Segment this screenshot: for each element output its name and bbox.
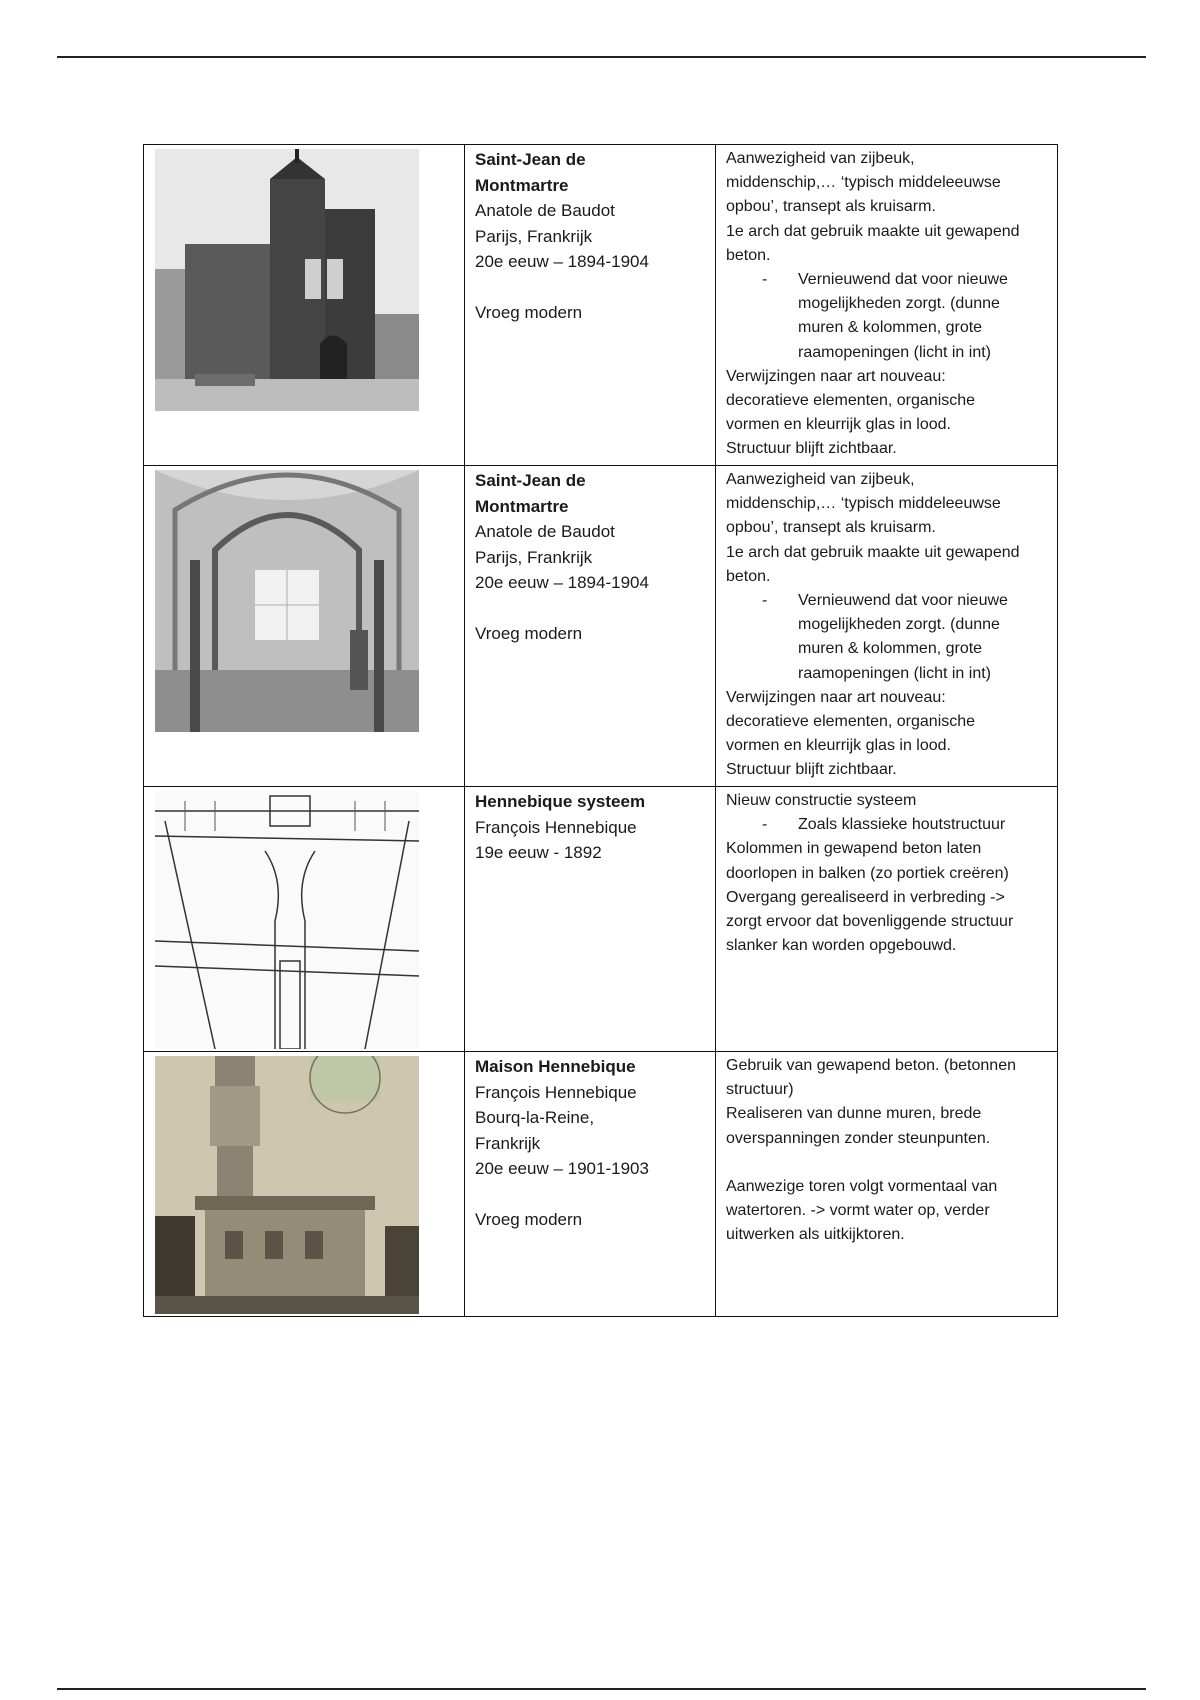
style: Vroeg modern [475, 624, 583, 643]
building-title-2: Montmartre [475, 175, 569, 195]
meta-cell [465, 145, 716, 466]
desc-line: doorlopen in balken (zo portiek creëren) [726, 864, 1009, 882]
description-cell [716, 787, 1058, 1052]
bullet-line: raamopeningen (licht in int) [798, 343, 991, 361]
bullet-line: mogelijkheden zorgt. (dunne [798, 616, 1000, 634]
desc-line: Aanwezigheid van zijbeuk, [726, 150, 915, 167]
description-cell [716, 466, 1058, 787]
building-title: Saint-Jean de [475, 150, 586, 169]
architect: François Hennebique [475, 817, 637, 837]
desc-line: Structuur blijft zichtbaar. [726, 761, 897, 779]
period: 20e eeuw – 1894-1904 [475, 573, 649, 592]
bullet-item: - Vernieuwend dat voor nieuwe [762, 592, 1008, 610]
architect: Anatole de Baudot [475, 201, 615, 220]
desc-line: Overgang gerealiseerd in verbreding -> [726, 888, 1005, 906]
desc-line: Gebruik van gewapend beton. (betonnen [726, 1057, 1016, 1074]
desc-line: middenschip,… ‘typisch middeleeuwse [726, 495, 1001, 513]
desc-line: zorgt ervoor dat bovenliggende structuur [726, 913, 1014, 931]
location: Parijs, Frankrijk [475, 547, 593, 567]
desc-line: Aanwezige toren volgt vormentaal van [726, 1177, 998, 1195]
header-rule [57, 56, 1146, 58]
description-cell [716, 145, 1058, 466]
meta-cell [465, 787, 716, 1052]
desc-line: overspanningen zonder steunpunten. [726, 1129, 991, 1147]
building-title: Saint-Jean de [475, 471, 586, 490]
style: Vroeg modern [475, 303, 583, 322]
building-title-2: Montmartre [475, 496, 569, 516]
spacer [726, 1151, 1049, 1175]
style: Vroeg modern [475, 1210, 583, 1229]
meta-cell [465, 1052, 716, 1317]
desc-line: beton. [726, 567, 771, 585]
bullet-item: - Vernieuwend dat voor nieuwe [762, 271, 1008, 289]
bullet-item: - Zoals klassieke houtstructuur [762, 816, 1006, 834]
desc-line: Aanwezigheid van zijbeuk, [726, 471, 915, 488]
location-2: Frankrijk [475, 1133, 541, 1153]
table-row [144, 787, 1058, 1052]
building-title: Hennebique systeem [475, 792, 646, 811]
image-cell [144, 787, 465, 1052]
desc-line: vormen en kleurrijk glas in lood. [726, 737, 951, 755]
desc-line: beton. [726, 246, 771, 264]
architect: Anatole de Baudot [475, 522, 615, 541]
period: 20e eeuw – 1901-1903 [475, 1159, 649, 1178]
desc-line: Structuur blijft zichtbaar. [726, 440, 897, 458]
desc-line: vormen en kleurrijk glas in lood. [726, 416, 951, 434]
architect: François Hennebique [475, 1082, 637, 1102]
footer-rule [57, 1688, 1146, 1690]
period: 19e eeuw - 1892 [475, 843, 602, 862]
desc-line: decoratieve elementen, organische [726, 392, 976, 410]
meta-cell [465, 466, 716, 787]
period: 20e eeuw – 1894-1904 [475, 252, 649, 271]
image-cell [144, 145, 465, 466]
desc-line: opbou’, transept als kruisarm. [726, 519, 936, 537]
building-title: Maison Hennebique [475, 1057, 636, 1076]
bullet-line: muren & kolommen, grote [798, 319, 983, 337]
desc-line: slanker kan worden opgebouwd. [726, 937, 957, 955]
hennebique-system-drawing [155, 791, 419, 1049]
table-row [144, 1052, 1058, 1317]
desc-line: structuur) [726, 1081, 794, 1099]
desc-line: decoratieve elementen, organische [726, 713, 976, 731]
bullet-line: mogelijkheden zorgt. (dunne [798, 295, 1000, 313]
desc-line: Verwijzingen naar art nouveau: [726, 688, 946, 706]
image-cell [144, 466, 465, 787]
desc-line: Realiseren van dunne muren, brede [726, 1105, 982, 1123]
desc-line: Verwijzingen naar art nouveau: [726, 367, 946, 385]
church-interior-photo [155, 470, 419, 732]
location: Bourq-la-Reine, [475, 1108, 595, 1127]
desc-line: Kolommen in gewapend beton laten [726, 840, 982, 858]
desc-line: watertoren. -> vormt water op, verder [726, 1202, 990, 1220]
table-row [144, 466, 1058, 787]
bullet-line: raamopeningen (licht in int) [798, 664, 991, 682]
bullet-line: muren & kolommen, grote [798, 640, 983, 658]
desc-line: 1e arch dat gebruik maakte uit gewapend [726, 222, 1020, 240]
desc-line: uitwerken als uitkijktoren. [726, 1226, 905, 1244]
location: Parijs, Frankrijk [475, 226, 593, 246]
image-cell [144, 1052, 465, 1317]
description-cell [716, 1052, 1058, 1317]
maison-hennebique-postcard [155, 1056, 419, 1314]
table-row [144, 145, 1058, 466]
desc-line: middenschip,… ‘typisch middeleeuwse [726, 174, 1001, 192]
desc-line: Nieuw constructie systeem [726, 792, 917, 809]
desc-line: opbou’, transept als kruisarm. [726, 198, 936, 216]
desc-line: 1e arch dat gebruik maakte uit gewapend [726, 543, 1020, 561]
church-exterior-photo [155, 149, 419, 411]
architecture-table [143, 144, 1058, 1317]
